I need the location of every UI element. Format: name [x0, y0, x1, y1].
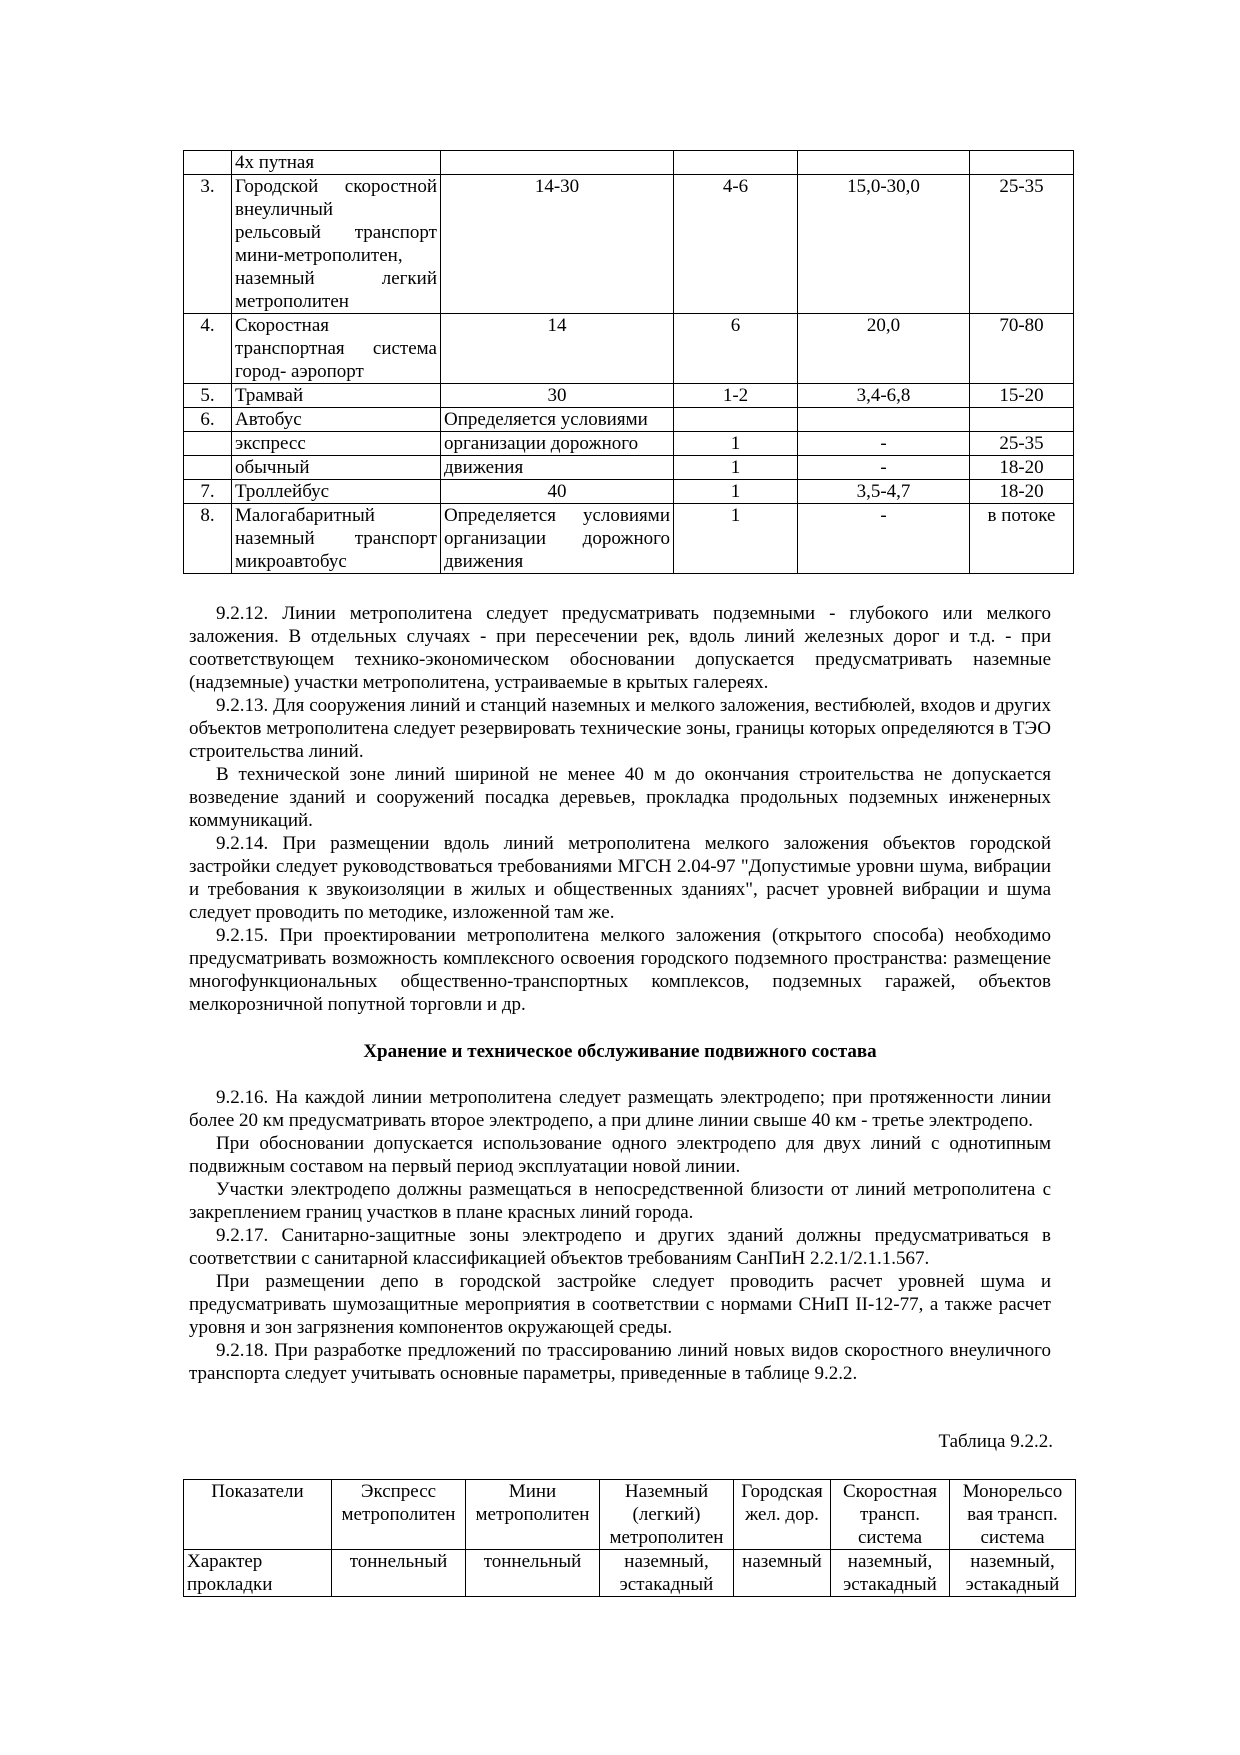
paragraph-9-2-16: 9.2.16. На каждой линии метрополитена следует размещать электродепо; при протяженности линии более 20 км предусматривать второе электродепо, а при длине линии свыше 40 км - третье электродепо.: [189, 1087, 1051, 1131]
cell-value: [798, 151, 970, 175]
transport-parameters-table: [183, 150, 1074, 574]
header-line: Наземный: [624, 1481, 709, 1502]
header-line: метрополитен: [341, 1504, 456, 1525]
cell-value: [674, 151, 798, 175]
cell-value: [600, 1550, 734, 1597]
row-number: 5.: [184, 384, 232, 408]
header-line: (легкий): [632, 1504, 701, 1525]
cell-value: [734, 1550, 831, 1597]
name-line: мини-метрополитен,: [235, 245, 403, 266]
table-row: [184, 432, 1074, 456]
name-line: город- аэропорт: [235, 361, 364, 382]
value-line: эстакадный: [619, 1574, 714, 1595]
header-line: система: [980, 1527, 1045, 1548]
header-line: жел. дор.: [745, 1504, 819, 1525]
transport-type: обычный: [232, 456, 441, 480]
row-number: 7.: [184, 480, 232, 504]
cell-value: 18-20: [970, 480, 1074, 504]
value-line: движения: [444, 551, 524, 572]
transport-type: [232, 504, 441, 574]
table-row: [184, 314, 1074, 384]
row-number: 8.: [184, 504, 232, 574]
name-line: Городской скоростной: [235, 176, 437, 197]
cell-value: 15,0-30,0: [798, 175, 970, 314]
row-number: 3.: [184, 175, 232, 314]
cell-value: [831, 1550, 950, 1597]
column-header: [831, 1480, 950, 1550]
table-row: [184, 408, 1074, 432]
column-header: [466, 1480, 600, 1550]
cell-value: [332, 1550, 466, 1597]
paragraph-9-2-18: 9.2.18. При разработке предложений по трассированию линий новых видов скоростного внеуличного транспорта следует учитывать основные параметры, приведенные в таблице 9.2.2.: [189, 1340, 1051, 1384]
row-number: [184, 432, 232, 456]
header-line: метрополитен: [609, 1527, 724, 1548]
table-row: [184, 480, 1074, 504]
cell-value: -: [798, 432, 970, 456]
table-caption: Таблица 9.2.2.: [938, 1431, 1053, 1452]
cell-value: 14-30: [441, 175, 674, 314]
body-text-section-1: [189, 602, 1051, 1016]
name-line: Скоростная: [235, 315, 329, 336]
row-number: 4.: [184, 314, 232, 384]
cell-value: 25-35: [970, 432, 1074, 456]
value-line: эстакадный: [843, 1574, 937, 1595]
header-line: Монорельсо: [962, 1481, 1063, 1502]
cell-value: [441, 151, 674, 175]
transport-type: экспресс: [232, 432, 441, 456]
cell-value: 70-80: [970, 314, 1074, 384]
value-line: наземный,: [970, 1551, 1055, 1572]
header-line: система: [857, 1527, 923, 1548]
cell-value: [950, 1550, 1076, 1597]
row-label: [184, 1550, 332, 1597]
table-row: [184, 456, 1074, 480]
table-row: [184, 1550, 1076, 1597]
table-row: [184, 151, 1074, 175]
table-row: [184, 384, 1074, 408]
cell-value: [441, 504, 674, 574]
paragraph-noise: При размещении депо в городской застройке следует проводить расчет уровней шума и предусматривать шумозащитные мероприятия в соответствии с нормами СНиП II-12-77, а также расчет уровня и зон загрязнения компонентов окружающей среды.: [189, 1271, 1051, 1338]
transport-type: Автобус: [232, 408, 441, 432]
name-line: транспортная система: [235, 338, 437, 359]
header-line: метрополитен: [475, 1504, 590, 1525]
cell-value: [970, 151, 1074, 175]
paragraph-depot-sites: Участки электродепо должны размещаться в непосредственной близости от линий метрополитена с закреплением границ участков в плане красных линий города.: [189, 1179, 1051, 1223]
cell-value: организации дорожного: [441, 432, 674, 456]
table-row: [184, 504, 1074, 574]
cell-value: 18-20: [970, 456, 1074, 480]
cell-value: 1: [674, 432, 798, 456]
header-line: Показатели: [211, 1481, 304, 1502]
transport-type: 4х путная: [232, 151, 441, 175]
paragraph-9-2-14: 9.2.14. При размещении вдоль линий метрополитена мелкого заложения объектов городской застройки следует руководствоваться требованиями МГСН 2.04-97 "Допустимые уровни шума, вибрации и требования к звукоизоляции в жилых и общественных зданиях", расчет уровней вибрации и шума следует проводить по методике, изложенной там же.: [189, 833, 1051, 923]
paragraph-technical-zone: В технической зоне линий шириной не менее 40 м до окончания строительства не допускается возведение зданий и сооружений посадка деревьев, прокладка продольных подземных инженерных коммуникаций.: [189, 764, 1051, 831]
paragraph-9-2-13: 9.2.13. Для сооружения линий и станций наземных и мелкого заложения, вестибюлей, входов и других объектов метрополитена следует резервировать технические зоны, границы которых определяются в ТЭО строительства линий.: [189, 695, 1051, 762]
value-line: наземный,: [624, 1551, 709, 1572]
value-line: наземный,: [847, 1551, 933, 1572]
header-line: трансп.: [860, 1504, 920, 1525]
name-line: наземный транспорт: [235, 528, 437, 549]
transport-type: [232, 175, 441, 314]
header-line: Экспресс: [360, 1481, 437, 1502]
cell-value: 30: [441, 384, 674, 408]
cell-value: [970, 408, 1074, 432]
cell-value: движения: [441, 456, 674, 480]
paragraph-9-2-12: 9.2.12. Линии метрополитена следует предусматривать подземными - глубокого или мелкого заложения. В отдельных случаях - при пересечении рек, вдоль линий железных дорог и т.д. - при соответствующем технико-экономическом обосновании допускается предусматривать наземные (надземные) участки метрополитена, устраиваемые в крытых галереях.: [189, 603, 1051, 693]
name-line: внеуличный: [235, 199, 334, 220]
label-line: Характер: [187, 1551, 263, 1572]
value-line: тоннельный: [483, 1551, 582, 1572]
cell-value: -: [798, 456, 970, 480]
cell-value: 25-35: [970, 175, 1074, 314]
cell-value: 1-2: [674, 384, 798, 408]
value-line: Определяется условиями: [444, 505, 670, 526]
column-header: [332, 1480, 466, 1550]
cell-value: -: [798, 504, 970, 574]
header-line: Скоростная: [843, 1481, 937, 1502]
value-line: эстакадный: [965, 1574, 1060, 1595]
cell-value: 3,4-6,8: [798, 384, 970, 408]
cell-value: 1: [674, 480, 798, 504]
cell-value: [466, 1550, 600, 1597]
transport-type: [232, 314, 441, 384]
transport-type: Трамвай: [232, 384, 441, 408]
cell-value: 14: [441, 314, 674, 384]
cell-value: Определяется условиями: [441, 408, 674, 432]
paragraph-9-2-15: 9.2.15. При проектировании метрополитена мелкого заложения (открытого способа) необходимо предусматривать возможность комплексного освоения городского подземного пространства: размещение многофункциональных общественно-транспортных комплексов, подземных гаражей, объектов мелкорозничной попутной торговли и др.: [189, 925, 1051, 1015]
body-text-section-2: [189, 1086, 1051, 1385]
cell-value: в потоке: [970, 504, 1074, 574]
label-line: прокладки: [187, 1574, 273, 1595]
row-number: [184, 456, 232, 480]
paragraph-9-2-17: 9.2.17. Санитарно-защитные зоны электродепо и других зданий должны предусматриваться в соответствии с санитарной классификацией объектов требованиям СанПиН 2.2.1/2.1.1.567.: [189, 1225, 1051, 1269]
column-header: [734, 1480, 831, 1550]
cell-value: [674, 408, 798, 432]
cell-value: [798, 408, 970, 432]
row-number: 6.: [184, 408, 232, 432]
cell-value: 20,0: [798, 314, 970, 384]
header-line: Городская: [741, 1481, 823, 1502]
column-header: [600, 1480, 734, 1550]
cell-value: 15-20: [970, 384, 1074, 408]
header-line: Мини: [508, 1481, 557, 1502]
table-row: [184, 175, 1074, 314]
table-9-2-2: [183, 1479, 1076, 1597]
row-number: [184, 151, 232, 175]
name-line: Малогабаритный: [235, 505, 375, 526]
column-header: [184, 1480, 332, 1550]
cell-value: 3,5-4,7: [798, 480, 970, 504]
cell-value: 6: [674, 314, 798, 384]
name-line: микроавтобус: [235, 551, 347, 572]
cell-value: 1: [674, 456, 798, 480]
name-line: наземный легкий: [235, 268, 437, 289]
name-line: рельсовый транспорт: [235, 222, 437, 243]
value-line: организации дорожного: [444, 528, 670, 549]
value-line: тоннельный: [349, 1551, 448, 1572]
header-line: вая трансп.: [967, 1504, 1058, 1525]
value-line: наземный: [742, 1551, 822, 1572]
column-header: [950, 1480, 1076, 1550]
cell-value: 1: [674, 504, 798, 574]
name-line: метрополитен: [235, 291, 349, 312]
table-header-row: [184, 1480, 1076, 1550]
transport-type: Троллейбус: [232, 480, 441, 504]
cell-value: 4-6: [674, 175, 798, 314]
section-heading: Хранение и техническое обслуживание подвижного состава: [363, 1041, 877, 1062]
cell-value: 40: [441, 480, 674, 504]
paragraph-one-depot: При обосновании допускается использование одного электродепо для двух линий с однотипным подвижным составом на первый период эксплуатации новой линии.: [189, 1133, 1051, 1177]
